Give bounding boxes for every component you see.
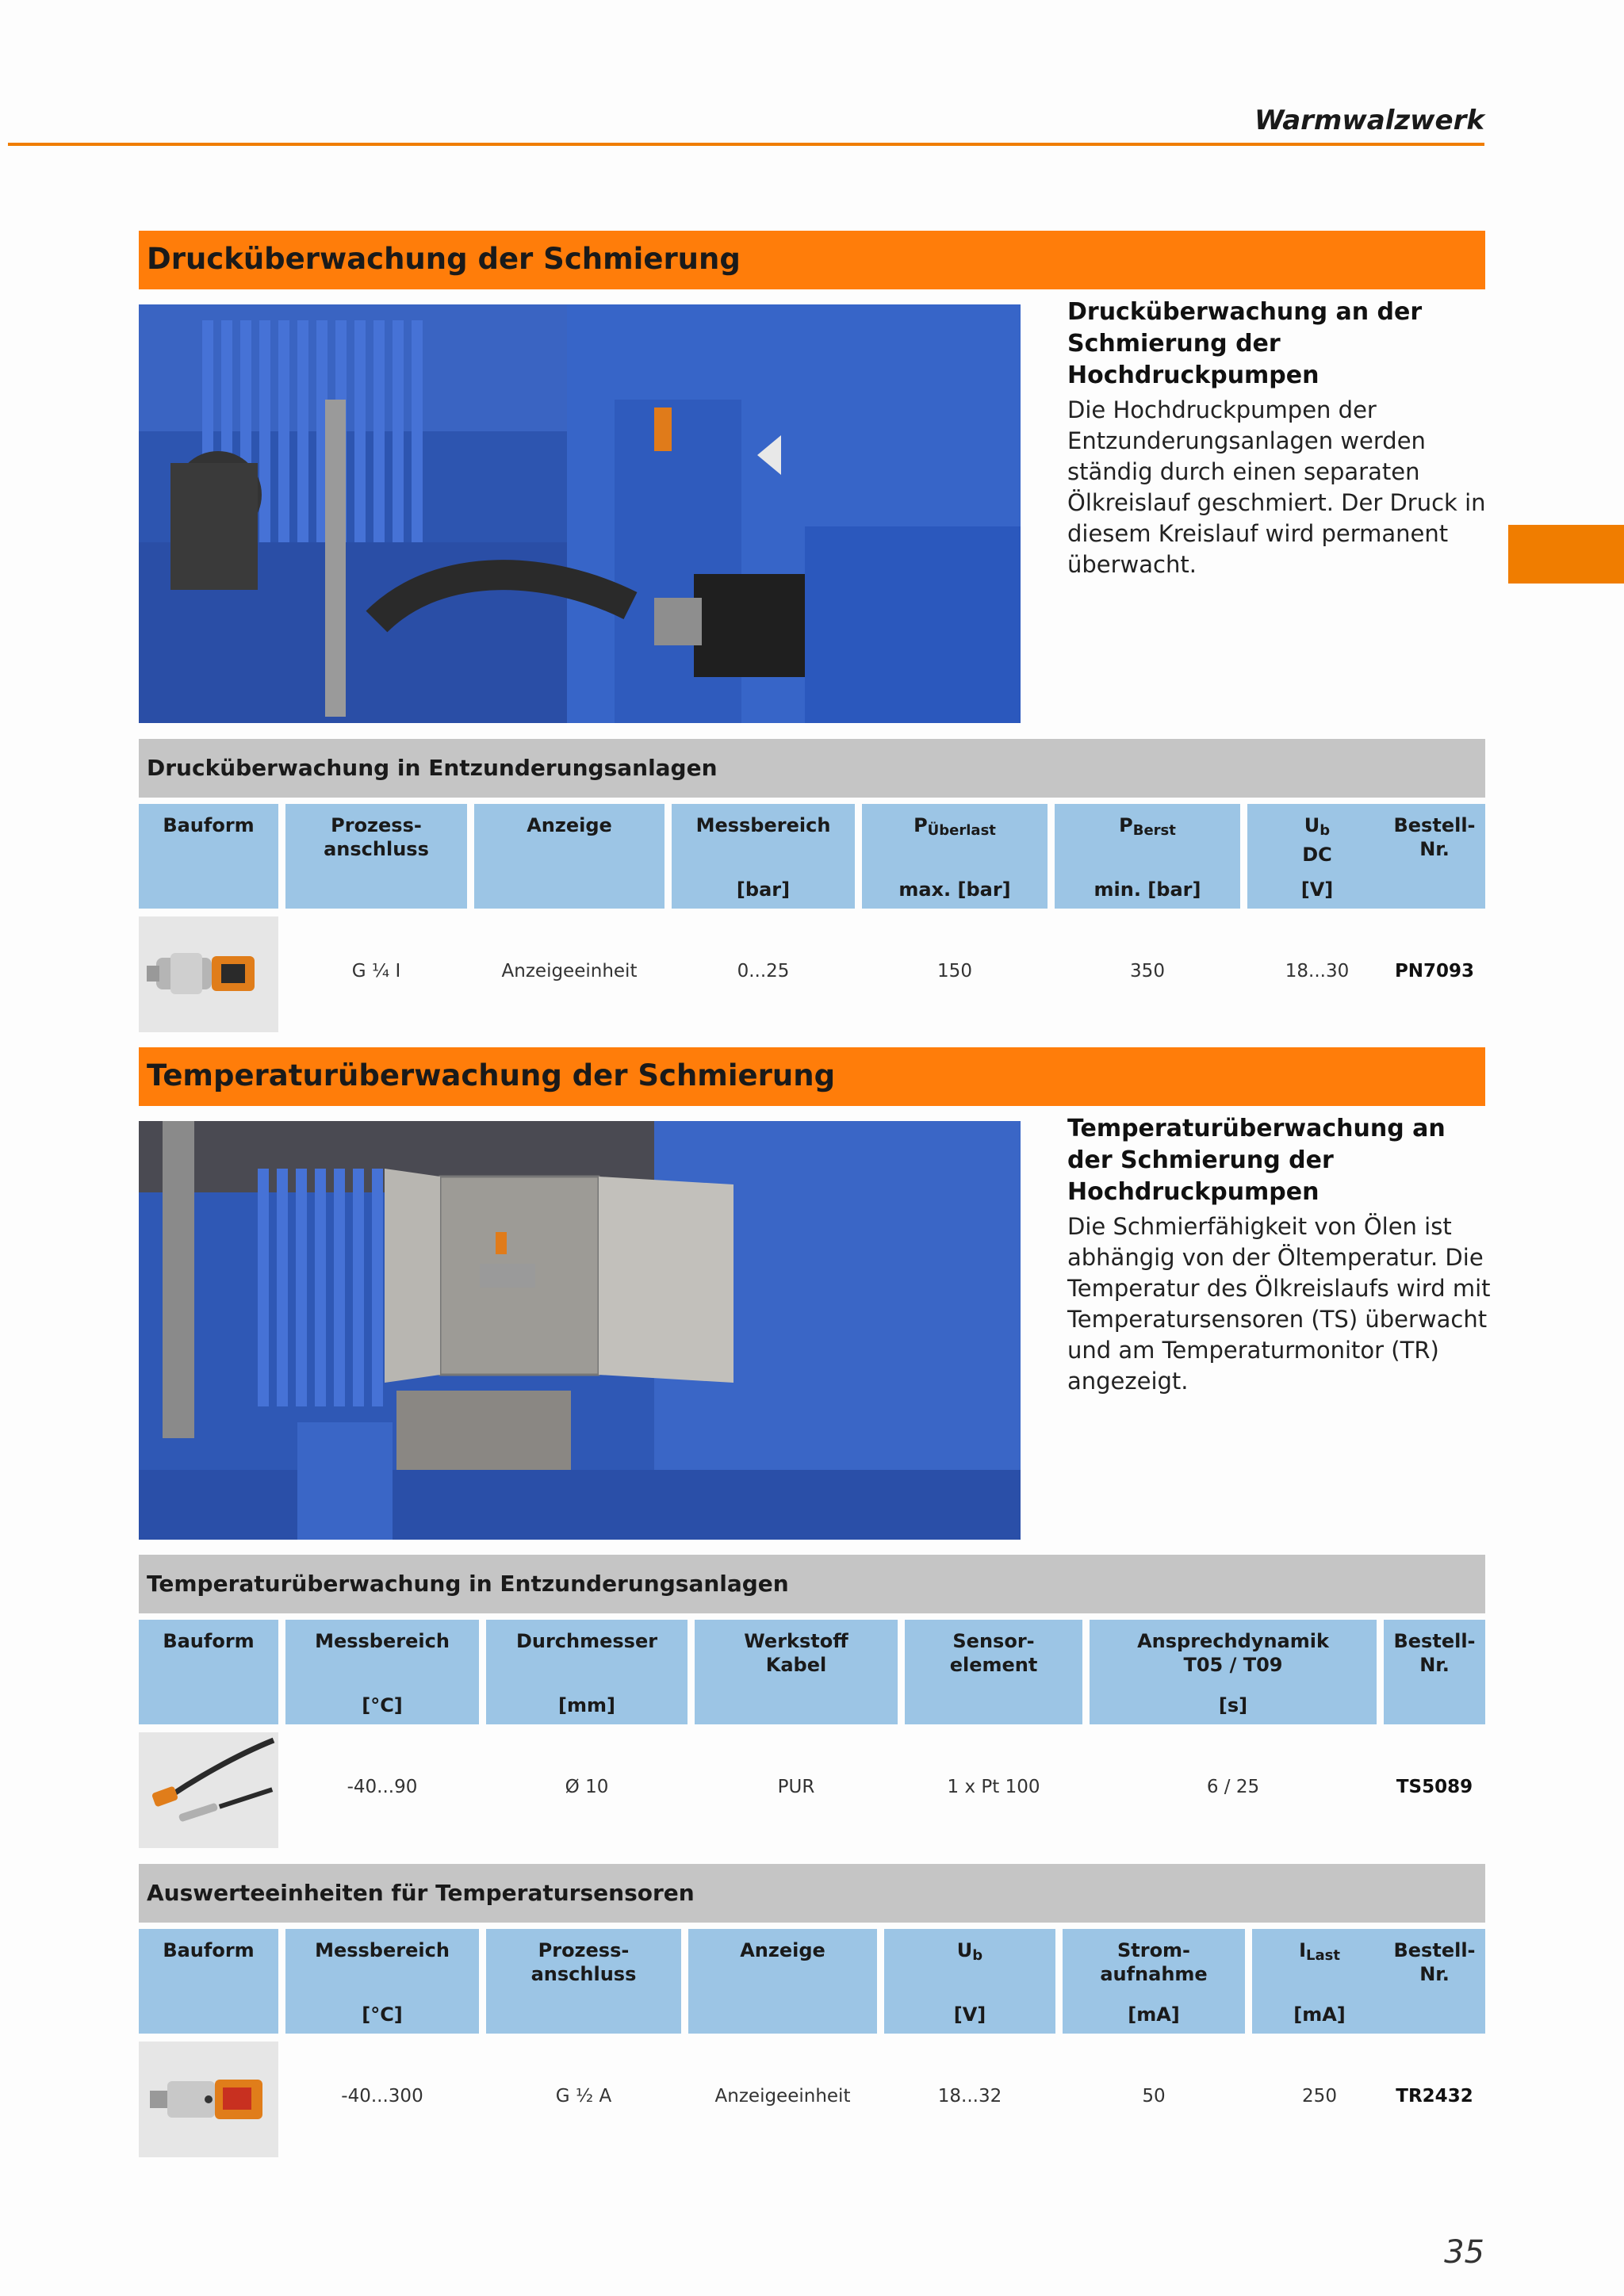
temperature-description <box>1067 1113 1496 1397</box>
header-bestell-nr: Bestell- Nr. <box>1384 1929 1485 2034</box>
table-header-row <box>139 804 1485 909</box>
cell-i-last: 250 <box>1302 2086 1337 2107</box>
table-title-evaluation-units <box>139 1864 1485 1923</box>
table-title-text: Temperaturüberwachung in Entzunderungsanlagen <box>147 1571 789 1597</box>
cell-messbereich: -40...300 <box>341 2086 423 2107</box>
cell-bestell-nr: PN7093 <box>1394 961 1475 982</box>
cell-ansprechdynamik: 6 / 25 <box>1206 1777 1260 1797</box>
header-bestell-nr: Bestell- Nr. <box>1384 804 1485 909</box>
header-bauform: Bauform <box>139 1929 278 2034</box>
pressure-description <box>1067 297 1496 580</box>
header-messbereich: Messbereich [°C] <box>285 1929 479 2034</box>
table-header-row <box>139 1620 1485 1724</box>
description-heading: Drucküberwachung an der Schmierung der Hochdruckpumpen <box>1067 298 1423 389</box>
page-number: 35 <box>1444 2234 1484 2271</box>
cell-ub: 18...32 <box>937 2086 1002 2107</box>
header-durchmesser: Durchmesser [mm] <box>486 1620 688 1724</box>
section-title: Drucküberwachung der Schmierung <box>147 242 741 276</box>
section-title: Temperaturüberwachung der Schmierung <box>147 1058 836 1093</box>
table-title-text: Drucküberwachung in Entzunderungsanlagen <box>147 755 718 781</box>
cell-durchmesser: Ø 10 <box>565 1777 609 1797</box>
temperature-monitor-thumbnail <box>139 2042 278 2157</box>
table-row <box>139 916 1485 1032</box>
header-messbereich: Messbereich [°C] <box>285 1620 479 1724</box>
cell-messbereich: -40...90 <box>347 1777 418 1797</box>
cell-prozessanschluss: G ½ A <box>555 2086 612 2107</box>
section-heading-temperature <box>139 1047 1485 1106</box>
header-stromaufnahme: Strom- aufnahme [mA] <box>1063 1929 1245 2034</box>
pressure-monitoring-image <box>139 304 1021 723</box>
header-divider <box>8 143 1484 146</box>
header-bestell-nr: Bestell- Nr. <box>1384 1620 1485 1724</box>
cell-werkstoff: PUR <box>777 1777 815 1797</box>
pressure-sensor-thumbnail <box>139 916 278 1032</box>
header-ansprechdynamik: Ansprechdynamik T05 / T09 [s] <box>1090 1620 1377 1724</box>
table-title-text: Auswerteeinheiten für Temperatursensoren <box>147 1880 695 1906</box>
page-header-title: Warmwalzwerk <box>1254 105 1484 136</box>
cell-p-berst: 350 <box>1130 961 1165 982</box>
cell-ub: 18...30 <box>1285 961 1350 982</box>
header-bauform: Bauform <box>139 1620 278 1724</box>
header-messbereich: Messbereich [bar] <box>672 804 855 909</box>
header-bauform: Bauform <box>139 804 278 909</box>
header-anzeige: Anzeige <box>474 804 665 909</box>
cell-sensorelement: 1 x Pt 100 <box>947 1777 1040 1797</box>
cell-prozessanschluss: G ¼ I <box>351 961 401 982</box>
table-row <box>139 1732 1485 1848</box>
table-title-pressure <box>139 739 1485 798</box>
section-heading-pressure <box>139 231 1485 289</box>
table-header-row <box>139 1929 1485 2034</box>
description-text: Die Schmierfähigkeit von Ölen ist abhängig von der Öltemperatur. Die Temperatur des Ölkreislaufs wird mit Temperatursensoren (TS) überwacht und am Temperaturmonitor (TR) angezeigt. <box>1067 1213 1491 1395</box>
header-prozessanschluss: Prozess- anschluss <box>285 804 467 909</box>
header-p-berst: $P_{Berst}$ min. [bar] <box>1055 804 1240 909</box>
header-p-ueberlast: $P_{Überlast}$ max. [bar] <box>862 804 1048 909</box>
cell-anzeige: Anzeigeeinheit <box>714 2086 851 2107</box>
cell-bestell-nr: TR2432 <box>1396 2086 1473 2107</box>
cell-anzeige: Anzeigeeinheit <box>501 961 638 982</box>
header-ub: $U_b$ [V] <box>884 1929 1055 2034</box>
header-sensorelement: Sensor- element <box>905 1620 1082 1724</box>
description-heading: Temperaturüberwachung an der Schmierung der Hochdruckpumpen <box>1067 1115 1446 1206</box>
header-prozessanschluss: Prozess- anschluss <box>486 1929 681 2034</box>
header-ub-dc: $U_b$ DC [V] <box>1247 804 1387 909</box>
header-werkstoff-kabel: Werkstoff Kabel <box>695 1620 898 1724</box>
temperature-monitoring-image <box>139 1121 1021 1540</box>
table-row <box>139 2042 1485 2157</box>
header-i-last: $I_{Last}$ [mA] <box>1252 1929 1387 2034</box>
cell-messbereich: 0...25 <box>737 961 790 982</box>
cell-p-ueberlast: 150 <box>937 961 972 982</box>
cell-bestell-nr: TS5089 <box>1396 1777 1473 1797</box>
cell-stromaufnahme: 50 <box>1142 2086 1166 2107</box>
temperature-sensor-thumbnail <box>139 1732 278 1848</box>
description-text: Die Hochdruckpumpen der Entzunderungsanlagen werden ständig durch einen separaten Ölkreislauf geschmiert. Der Druck in diesem Kreislauf wird permanent überwacht. <box>1067 396 1486 578</box>
header-anzeige: Anzeige <box>688 1929 877 2034</box>
chapter-tab <box>1508 525 1624 584</box>
table-title-temperature <box>139 1555 1485 1613</box>
